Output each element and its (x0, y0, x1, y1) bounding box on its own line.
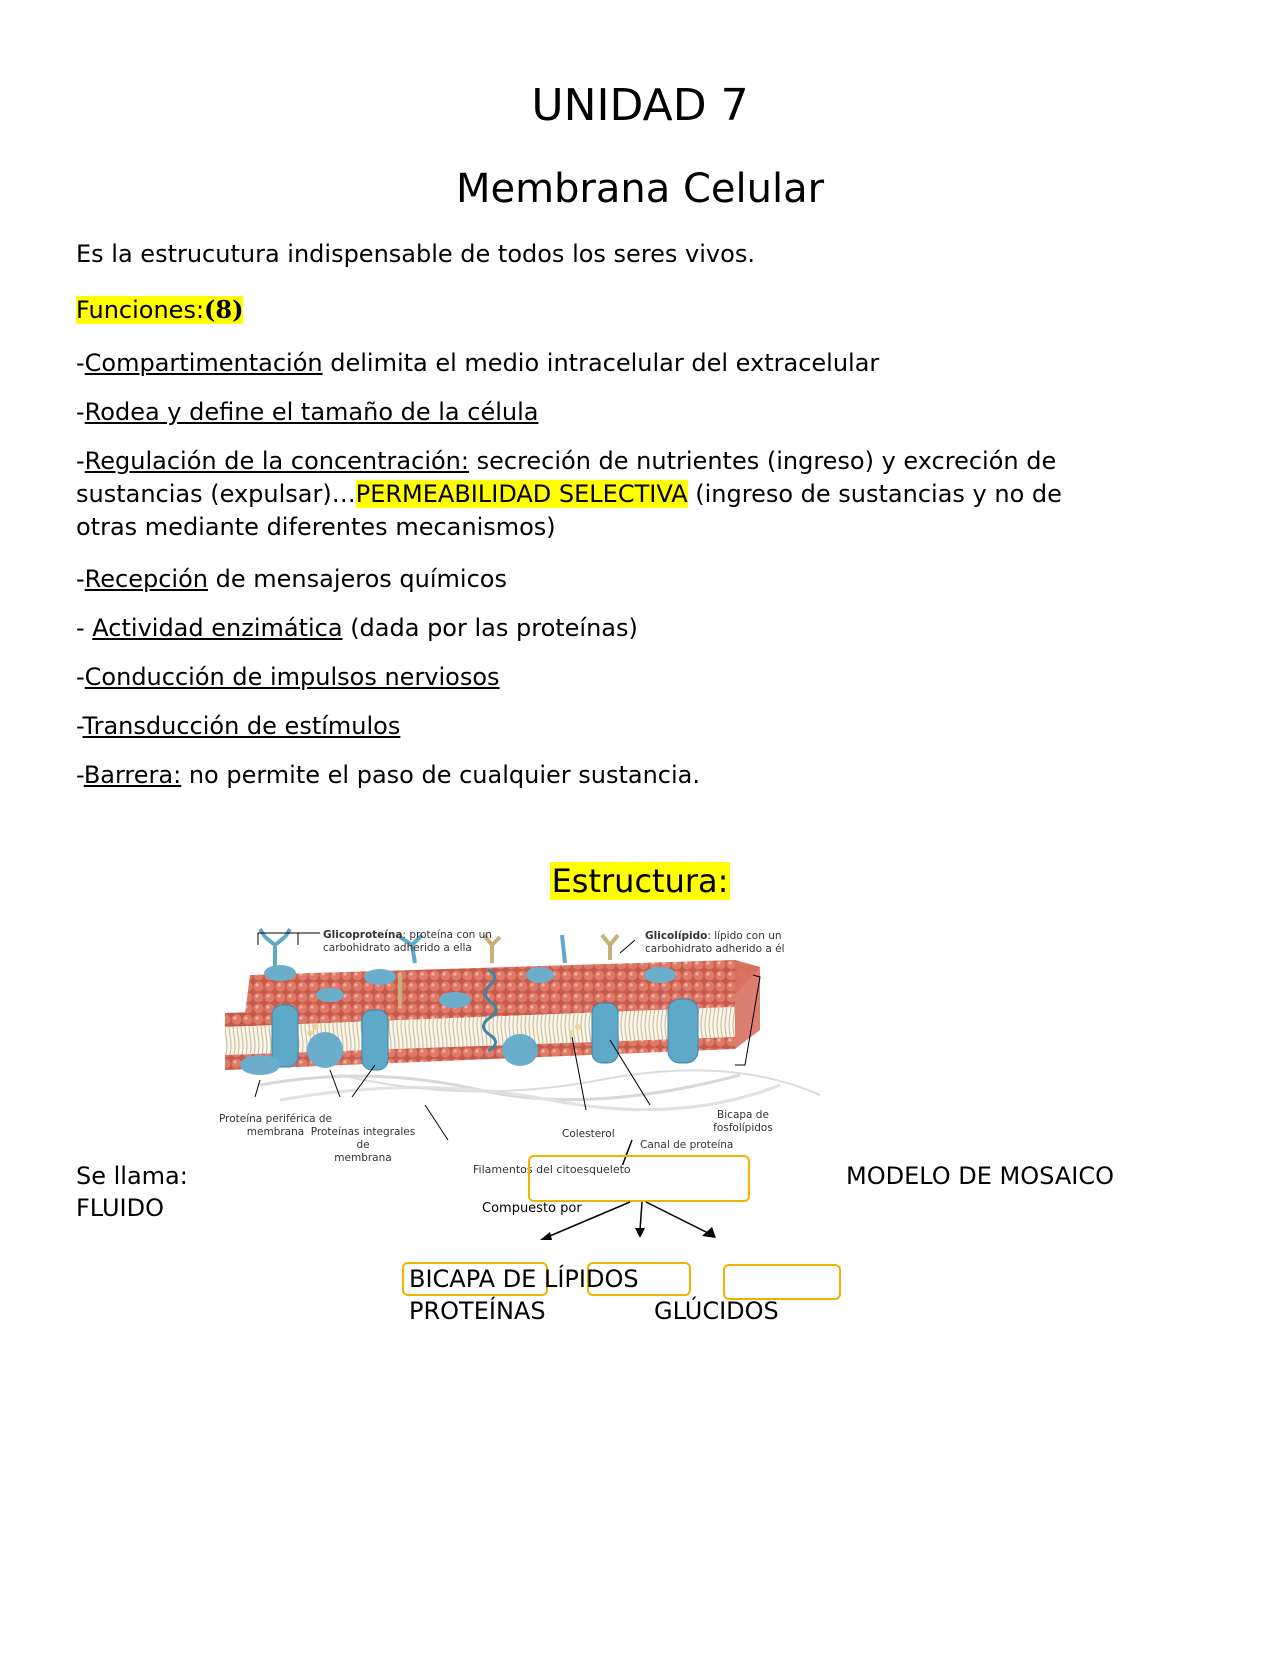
function-item-8: -Barrera: no permite el paso de cualquier sustancia. (76, 761, 701, 789)
function-item-3: -Regulación de la concentración: secreción de nutrientes (ingreso) y excreción de sustancias (expulsar)…PERMEABILIDAD SELECTIVA (ingreso de sustancias y no de otras mediante diferentes mecanismos) (76, 447, 1062, 541)
estructura-heading: Estructura: (551, 862, 729, 900)
function-item-5: - Actividad enzimática (dada por las proteínas) (76, 614, 638, 642)
label-glicoproteina: Glicoproteína: proteína con un carbohidrato adherido a ella (323, 929, 492, 954)
answer-box-1 (528, 1155, 750, 1202)
componente-glucidos: GLÚCIDOS (654, 1297, 779, 1325)
se-llama-label: Se llama: (76, 1162, 188, 1190)
function-item-4: -Recepción de mensajeros químicos (76, 565, 507, 593)
function-item-6: -Conducción de impulsos nerviosos (76, 663, 500, 691)
label-colesterol: Colesterol (562, 1128, 615, 1140)
label-canal-proteina: Canal de proteína (640, 1139, 734, 1151)
compuesto-arrows (540, 1200, 720, 1240)
page-subtitle: Membrana Celular (455, 166, 825, 212)
label-proteina-periferica: Proteína periférica de membrana (219, 1113, 332, 1138)
page-title: UNIDAD 7 (531, 80, 749, 131)
function-item-7: -Transducción de estímulos (76, 712, 401, 740)
funciones-label: Funciones:(8) (76, 295, 244, 324)
modelo-line2: FLUIDO (76, 1194, 164, 1222)
label-bicapa-fosfolipidos: Bicapa de fosfolípidos (713, 1109, 773, 1134)
componente-proteinas: PROTEÍNAS (409, 1297, 546, 1325)
function-item-1: -Compartimentación delimita el medio intracelular del extracelular (76, 349, 880, 377)
intro-text: Es la estrucutura indispensable de todos los seres vivos. (76, 240, 755, 268)
membrane-diagram (220, 915, 840, 1165)
permeabilidad-highlight: PERMEABILIDAD SELECTIVA (355, 480, 688, 508)
compuesto-por-label: Compuesto por (482, 1201, 582, 1216)
modelo-line1: MODELO DE MOSAICO (846, 1162, 1114, 1190)
componente-bicapa-lipidos: BICAPA DE LÍPIDOS (409, 1265, 639, 1293)
label-proteinas-integrales: Proteínas integrales de membrana (310, 1126, 416, 1164)
function-item-2: -Rodea y define el tamaño de la célula (76, 398, 539, 426)
funciones-heading (76, 293, 243, 327)
label-filamentos: Filamentos del citoesqueleto (473, 1163, 631, 1176)
label-glicolipido: Glicolípido: lípido con un carbohidrato adherido a él (645, 930, 785, 955)
